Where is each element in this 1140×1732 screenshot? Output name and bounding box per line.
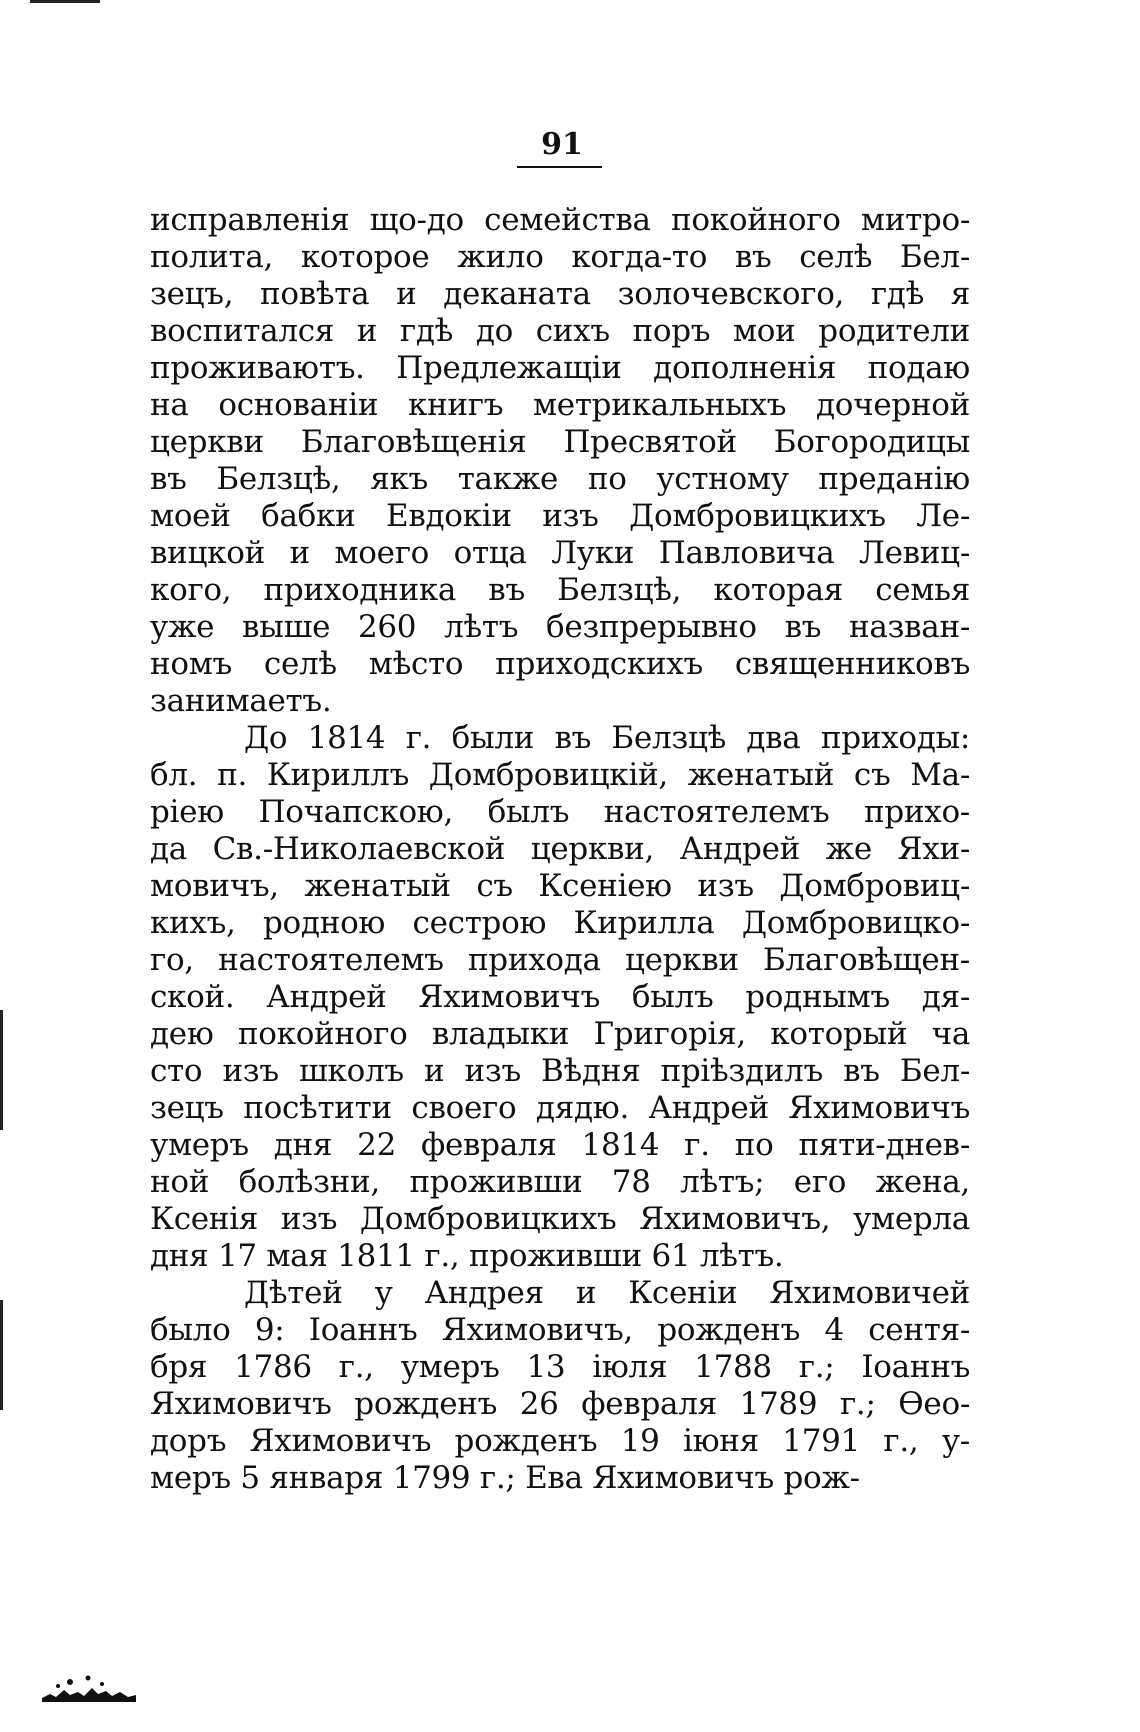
page-number: 91	[541, 127, 583, 162]
text-line: номъ селѣ мѣсто приходскихъ священниковъ	[150, 646, 970, 682]
top-edge-mark	[30, 0, 100, 3]
text-line: умеръ дня 22 февраля 1814 г. по пяти-днев-	[150, 1127, 970, 1163]
text-line: моей бабки Евдокіи изъ Домбровицкихъ Ле-	[150, 498, 970, 534]
text-line: на основаніи книгъ метрикальныхъ дочерной	[150, 387, 970, 423]
text-line: полита, которое жило когда-то въ селѣ Бел-	[150, 239, 970, 275]
text-line: кого, приходника въ Белзцѣ, которая семья	[150, 572, 970, 608]
text-line: уже выше 260 лѣтъ безпрерывно въ назван-	[150, 609, 970, 645]
text-line: бл. п. Кириллъ Домбровицкій, женатый съ Ма-	[150, 757, 970, 793]
text-line: было 9: Іоаннъ Яхимовичъ, рожденъ 4 сентя-	[150, 1312, 970, 1348]
text-line: Дѣтей у Андрея и Ксеніи Яхимовичей	[244, 1275, 970, 1311]
text-line: церкви Благовѣщенія Пресвятой Богородицы	[150, 424, 970, 460]
text-line: До 1814 г. были въ Белзцѣ два приходы:	[244, 720, 970, 756]
text-line: мовичъ, женатый съ Ксеніею изъ Домбровиц-	[150, 868, 970, 904]
text-line: ской. Андрей Яхимовичъ былъ роднымъ дя-	[150, 979, 970, 1015]
page-number-rule	[517, 166, 602, 168]
text-line: да Св.-Николаевской церкви, Андрей же Яхи-	[150, 831, 970, 867]
text-line: въ Белзцѣ, якъ также по устному преданію	[150, 461, 970, 497]
text-line: кихъ, родною сестрою Кирилла Домбровицко-	[150, 905, 970, 941]
text-line: занимаетъ.	[150, 683, 332, 719]
left-edge-mark	[0, 1010, 3, 1130]
text-line: исправленія що-до семейства покойного митро-	[150, 202, 970, 238]
text-line: вицкой и моего отца Луки Павловича Левиц-	[150, 535, 970, 571]
text-line: ріею Почапскою, былъ настоятелемъ прихо-	[150, 794, 970, 830]
text-line: дня 17 мая 1811 г., проживши 61 лѣтъ.	[150, 1238, 784, 1274]
text-line: зецъ посѣтити своего дядю. Андрей Яхимовичъ	[150, 1090, 970, 1126]
text-line: проживаютъ. Предлежащіи дополненія подаю	[150, 350, 970, 386]
body-text	[150, 202, 970, 1497]
text-line: Яхимовичъ рожденъ 26 февраля 1789 г.; Ѳео-	[150, 1386, 970, 1422]
text-line: ной болѣзни, проживши 78 лѣтъ; его жена,	[150, 1164, 970, 1200]
text-line: доръ Яхимовичъ рожденъ 19 іюня 1791 г., у-	[150, 1423, 970, 1459]
left-edge-mark-2	[0, 1300, 3, 1410]
text-line: зецъ, повѣта и деканата золочевского, гдѣ я	[150, 276, 970, 312]
text-line: го, настоятелемъ прихода церкви Благовѣщен-	[150, 942, 970, 978]
text-line: меръ 5 января 1799 г.; Ева Яхимовичъ рож-	[150, 1460, 860, 1496]
text-line: Ксенія изъ Домбровицкихъ Яхимовичъ, умерла	[150, 1201, 970, 1237]
text-line: воспитался и гдѣ до сихъ поръ мои родители	[150, 313, 970, 349]
text-line: сто изъ школъ и изъ Вѣдня пріѣздилъ въ Бел-	[150, 1053, 970, 1089]
library-stamp-smudge	[40, 1668, 140, 1704]
text-line: бря 1786 г., умеръ 13 іюля 1788 г.; Іоаннъ	[150, 1349, 970, 1385]
text-line: дею покойного владыки Григорія, который ча	[150, 1016, 970, 1052]
